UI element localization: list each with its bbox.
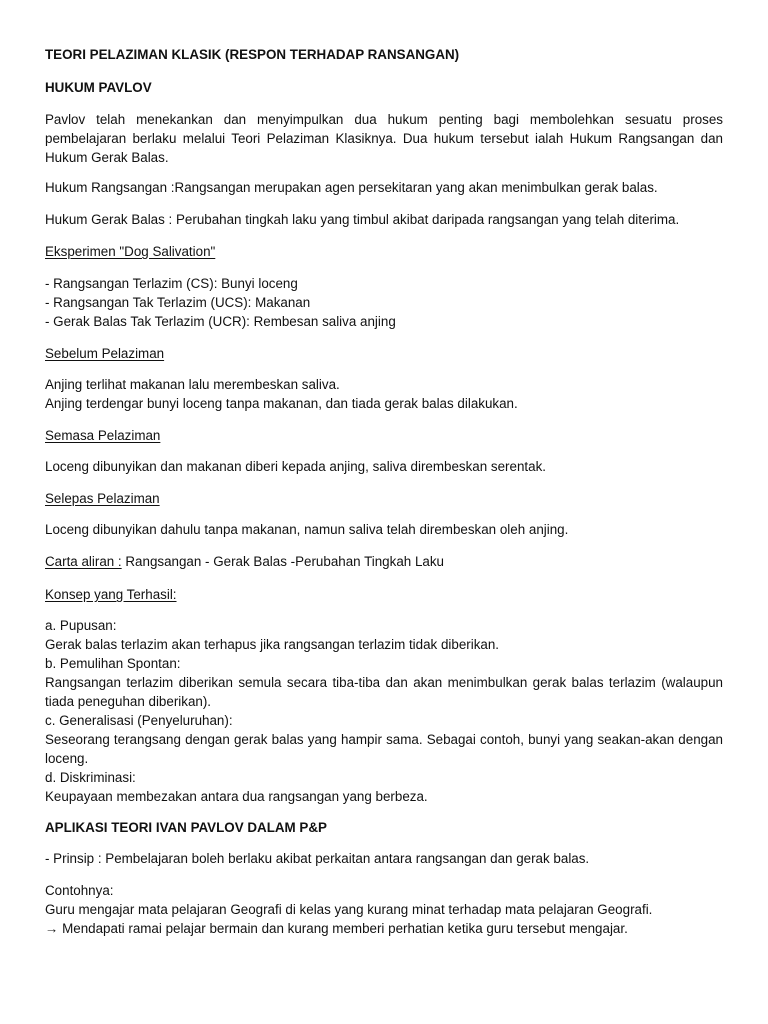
aplikasi-heading: APLIKASI TEORI IVAN PAVLOV DALAM P&P bbox=[45, 820, 327, 835]
eksperimen-heading: Eksperimen "Dog Salivation" bbox=[45, 244, 216, 259]
selepas-heading: Selepas Pelaziman bbox=[45, 491, 160, 506]
sebelum-body bbox=[45, 375, 723, 413]
carta-label: Carta aliran : bbox=[45, 554, 122, 569]
selepas-heading-wrap bbox=[45, 489, 723, 508]
semasa-heading-wrap bbox=[45, 426, 723, 445]
hukum-gerak-balas-text: Hukum Gerak Balas : Perubahan tingkah laku yang timbul akibat daripada rangsangan yang telah diterima. bbox=[45, 212, 680, 227]
selepas-text: Loceng dibunyikan dahulu tanpa makanan, namun saliva telah dirembeskan oleh anjing. bbox=[45, 522, 569, 537]
aplikasi-contoh bbox=[45, 881, 723, 938]
list-item: - Gerak Balas Tak Terlazim (UCR): Rembesan saliva anjing bbox=[45, 314, 396, 329]
konsep-heading-wrap bbox=[45, 585, 723, 604]
konsep-c-text: Seseorang terangsang dengan gerak balas yang hampir sama. Sebagai contoh, bunyi yang seakan-akan dengan loceng. bbox=[45, 732, 723, 766]
document-title: TEORI PELAZIMAN KLASIK (RESPON TERHADAP RANSANGAN) bbox=[45, 47, 460, 62]
konsep-b-label: b. Pemulihan Spontan: bbox=[45, 656, 181, 671]
semasa-text: Loceng dibunyikan dan makanan diberi kepada anjing, saliva dirembeskan serentak. bbox=[45, 459, 546, 474]
heading-hukum-pavlov: HUKUM PAVLOV bbox=[45, 80, 152, 95]
list-item: - Rangsangan Terlazim (CS): Bunyi loceng bbox=[45, 276, 298, 291]
list-item: - Rangsangan Tak Terlazim (UCS): Makanan bbox=[45, 295, 311, 310]
contoh-line: Guru mengajar mata pelajaran Geografi di kelas yang kurang minat terhadap mata pelajaran Geografi. bbox=[45, 902, 653, 917]
semasa-heading: Semasa Pelaziman bbox=[45, 428, 161, 443]
carta-aliran bbox=[45, 552, 723, 571]
konsep-d-text: Keupayaan membezakan antara dua rangsangan yang berbeza. bbox=[45, 789, 428, 804]
konsep-d-label: d. Diskriminasi: bbox=[45, 770, 136, 785]
konsep-c-label: c. Generalisasi (Penyeluruhan): bbox=[45, 713, 233, 728]
konsep-a-label: a. Pupusan: bbox=[45, 618, 117, 633]
sebelum-heading-wrap bbox=[45, 344, 723, 363]
eksperimen-heading-wrap bbox=[45, 242, 723, 261]
sebelum-heading: Sebelum Pelaziman bbox=[45, 346, 165, 361]
konsep-heading: Konsep yang Terhasil: bbox=[45, 587, 177, 602]
sebelum-line: Anjing terlihat makanan lalu merembeskan saliva. bbox=[45, 377, 340, 392]
hukum-rangsangan-text: Hukum Rangsangan :Rangsangan merupakan agen persekitaran yang akan menimbulkan gerak balas. bbox=[45, 180, 658, 195]
contoh-label: Contohnya: bbox=[45, 883, 114, 898]
konsep-a-text: Gerak balas terlazim akan terhapus jika rangsangan terlazim tidak diberikan. bbox=[45, 637, 500, 652]
contoh-line: → Mendapati ramai pelajar bermain dan kurang memberi perhatian ketika guru tersebut mengajar. bbox=[45, 921, 628, 936]
intro-paragraph: Pavlov telah menekankan dan menyimpulkan dua hukum penting bagi membolehkan sesuatu proses pembelajaran berlaku melalui Teori Pelaziman Klasiknya. Dua hukum tersebut ialah Hukum Rangsangan dan Hukum Gerak Balas. bbox=[45, 112, 723, 165]
eksperimen-list bbox=[45, 274, 723, 331]
sebelum-line: Anjing terdengar bunyi loceng tanpa makanan, dan tiada gerak balas dilakukan. bbox=[45, 396, 518, 411]
konsep-b-text: Rangsangan terlazim diberikan semula secara tiba-tiba dan akan menimbulkan gerak balas terlazim (walaupun tiada peneguhan diberikan). bbox=[45, 675, 723, 709]
aplikasi-prinsip: - Prinsip : Pembelajaran boleh berlaku akibat perkaitan antara rangsangan dan gerak balas. bbox=[45, 851, 590, 866]
konsep-body bbox=[45, 616, 723, 806]
carta-text: Rangsangan - Gerak Balas -Perubahan Tingkah Laku bbox=[121, 554, 444, 569]
